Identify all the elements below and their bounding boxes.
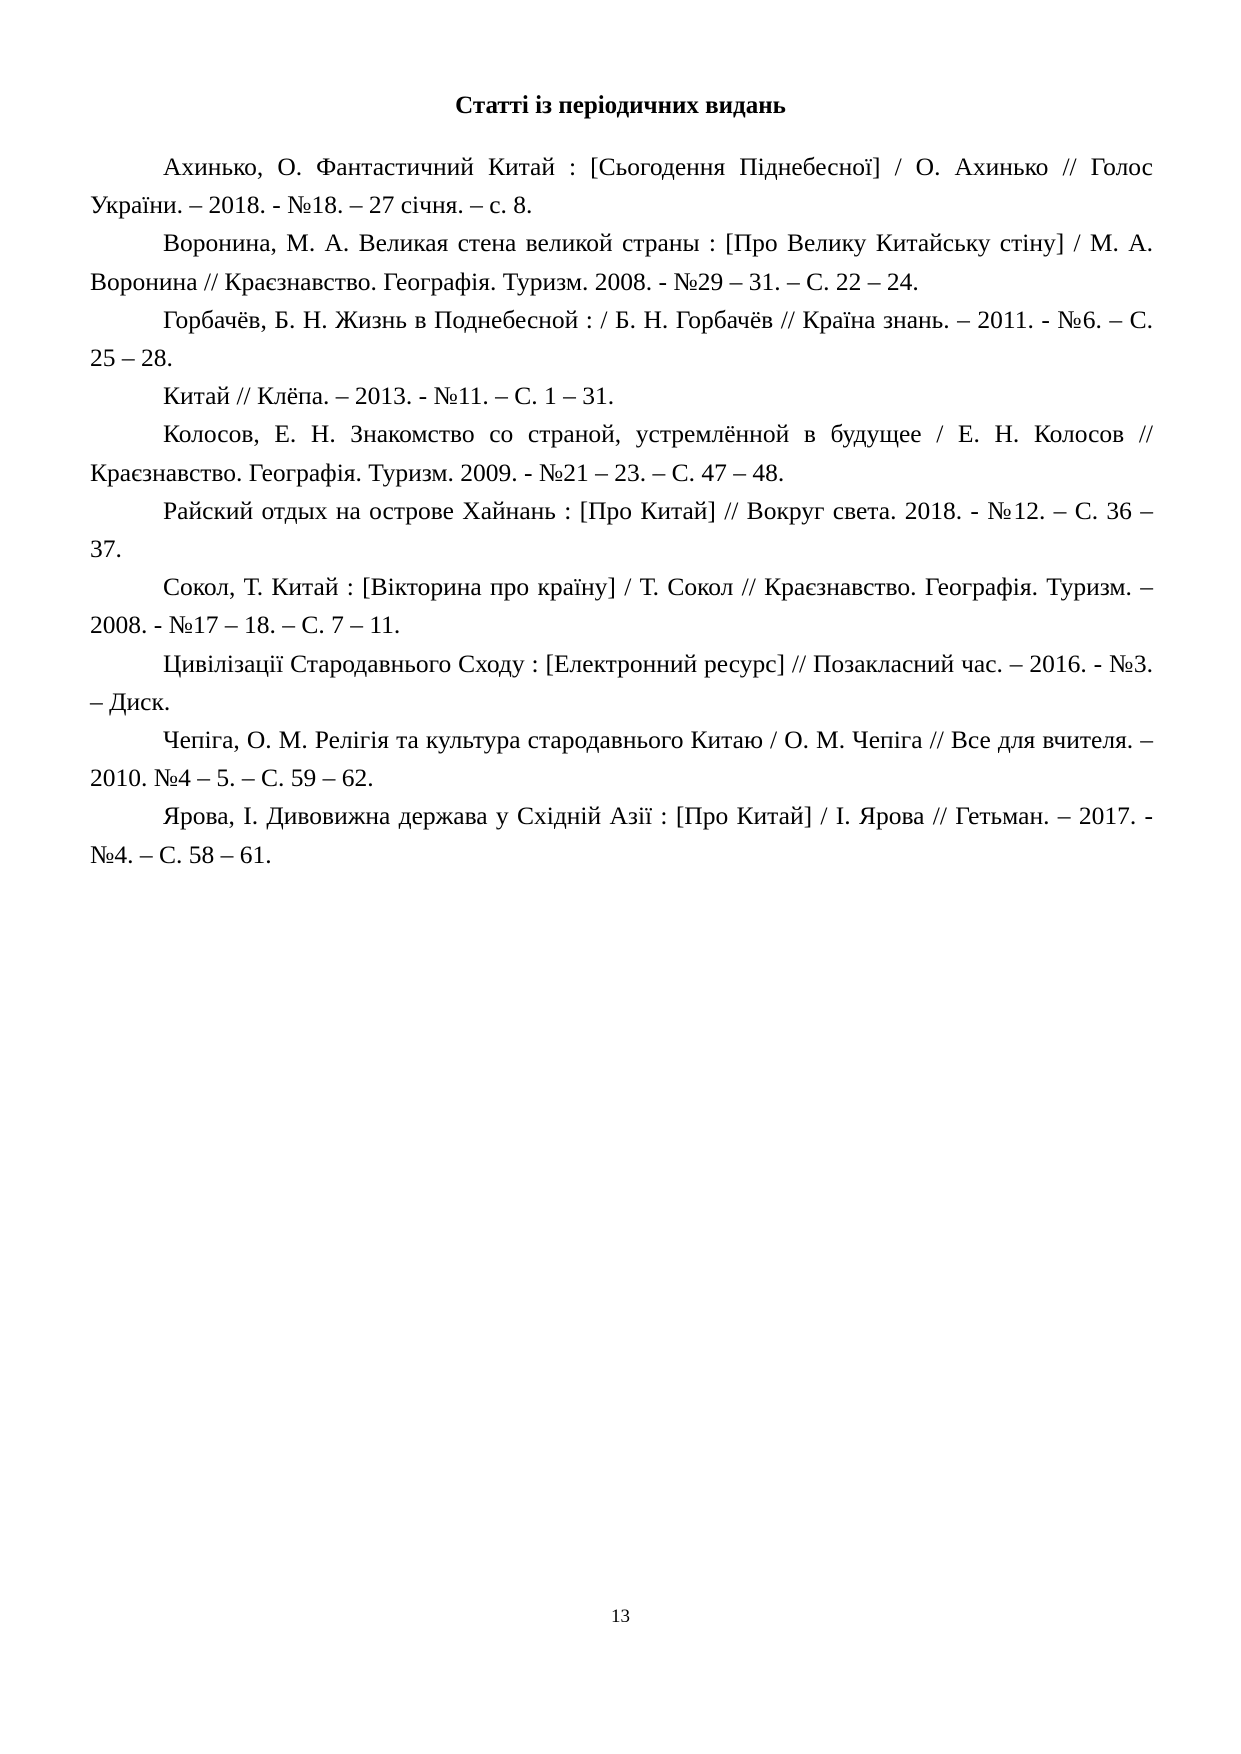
page-number: 13 <box>611 1606 630 1627</box>
bibliography-entry: Чепіга, О. М. Релігія та культура стародавнього Китаю / О. М. Чепіга // Все для вчителя. – 2010. №4 – 5. – С. 59 – 62. <box>90 725 1153 793</box>
bibliography-entry: Китай // Клёпа. – 2013. - №11. – С. 1 – 31. <box>163 381 615 411</box>
bibliography-entry: Горбачёв, Б. Н. Жизнь в Поднебесной : / Б. Н. Горбачёв // Країна знань. – 2011. - №6. – С. 25 – 28. <box>90 304 1153 373</box>
section-heading: Статті із періодичних видань <box>455 92 786 119</box>
bibliography-entry: Цивілізації Стародавнього Сходу : [Електронний ресурс] // Позакласний час. – 2016. - №3. – Диск. <box>90 648 1153 716</box>
bibliography-entry: Колосов, Е. Н. Знакомство со страной, устремлённой в будущее / Е. Н. Колосов // Краєзнавство. Географія. Туризм. 2009. - №21 – 23. – С. 47 – 48. <box>90 419 1153 487</box>
bibliography-list <box>90 148 1153 874</box>
bibliography-entry: Сокол, Т. Китай : [Вікторина про країну] / Т. Сокол // Краєзнавство. Географія. Туризм. – 2008. - №17 – 18. – С. 7 – 11. <box>90 572 1153 640</box>
bibliography-entry: Ярова, І. Дивовижна держава у Східній Азії : [Про Китай] / І. Ярова // Гетьман. – 2017. - №4. – С. 58 – 61. <box>90 801 1153 869</box>
bibliography-entry: Райский отдых на острове Хайнань : [Про Китай] // Вокруг света. 2018. - №12. – С. 36 – 37. <box>90 495 1153 564</box>
bibliography-entry: Ахинько, О. Фантастичний Китай : [Сьогодення Піднебесної] / О. Ахинько // Голос України. – 2018. - №18. – 27 січня. – с. 8. <box>90 152 1153 220</box>
bibliography-entry: Воронина, М. А. Великая стена великой страны : [Про Велику Китайську стіну] / М. А. Воронина // Краєзнавство. Географія. Туризм. 2008. - №29 – 31. – С. 22 – 24. <box>90 228 1153 296</box>
